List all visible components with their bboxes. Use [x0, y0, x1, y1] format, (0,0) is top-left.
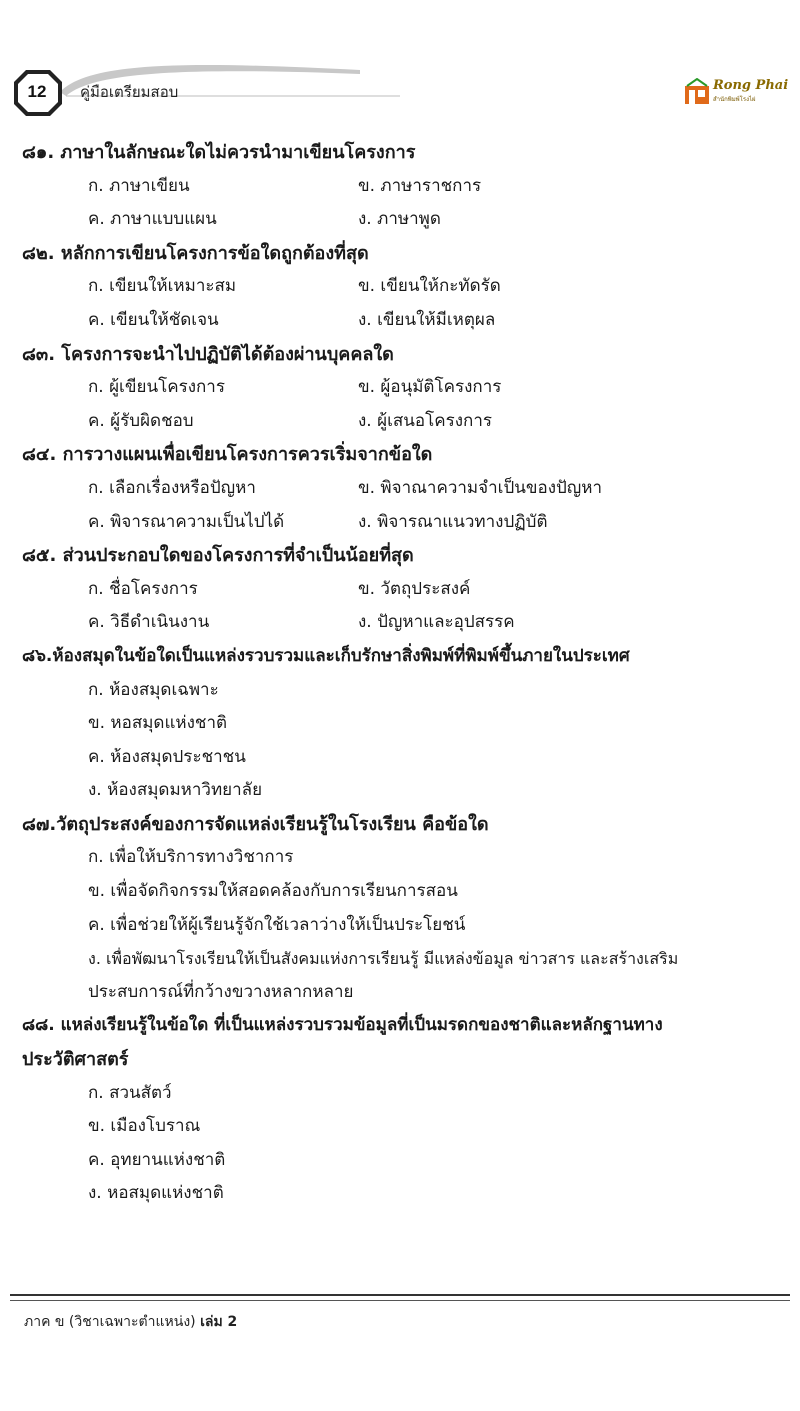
option: ก. ภาษาเขียน — [88, 175, 190, 196]
footer-text: ภาค ข (วิชาเฉพาะตำแหน่ง) — [24, 1314, 196, 1330]
footer-divider — [10, 1294, 790, 1301]
question-title: ๘๕. ส่วนประกอบใดของโครงการที่จำเป็นน้อยที่สุด — [22, 545, 414, 567]
option: ก. ชื่อโครงการ — [88, 578, 198, 599]
option: ง. ภาษาพูด — [358, 209, 441, 230]
option-row — [22, 270, 792, 304]
option-row — [22, 170, 792, 204]
option: ค. ห้องสมุดประชาชน — [88, 746, 246, 767]
option: ก. เขียนให้เหมาะสม — [88, 276, 237, 297]
option: ข. วัตถุประสงค์ — [358, 578, 471, 599]
option: ข. พิจาณาความจำเป็นของปัญหา — [358, 477, 603, 498]
question-title: ๘๖.ห้องสมุดในข้อใดเป็นแหล่งรวบรวมและเก็บรักษาสิ่งพิมพ์ที่พิมพ์ขึ้นภายในประเทศ — [22, 645, 630, 666]
option: ข. เขียนให้กะทัดรัด — [358, 276, 501, 297]
option: ข. เมืองโบราณ — [88, 1116, 201, 1137]
option: ง. ห้องสมุดมหาวิทยาลัย — [88, 780, 263, 801]
logo-subtext: สำนักพิมพ์โรงไผ่ — [713, 96, 756, 103]
option: ค. ผู้รับผิดชอบ — [88, 410, 194, 431]
page-header — [0, 0, 800, 120]
option: ง. ผู้เสนอโครงการ — [358, 410, 492, 431]
option: ค. เขียนให้ชัดเจน — [88, 309, 219, 330]
option-row — [22, 573, 792, 607]
option: ง. เพื่อพัฒนาโรงเรียนให้เป็นสังคมแห่งการเรียนรู้ มีแหล่งข้อมูล ข่าวสาร และสร้างเสริม — [88, 949, 679, 969]
option: ข. ผู้อนุมัติโครงการ — [358, 377, 502, 398]
option: ค. อุทยานแห่งชาติ — [88, 1149, 226, 1170]
option: ก. เลือกเรื่องหรือปัญหา — [88, 477, 256, 498]
page-footer — [24, 1311, 237, 1333]
question-title: ๘๔. การวางแผนเพื่อเขียนโครงการควรเริ่มจากข้อใด — [22, 444, 433, 466]
question-title-continuation: ประวัติศาสตร์ — [22, 1049, 129, 1071]
option: ค. เพื่อช่วยให้ผู้เรียนรู้จักใช้เวลาว่างให้เป็นประโยชน์ — [88, 914, 466, 935]
option: ง. เขียนให้มีเหตุผล — [358, 309, 496, 330]
option: ก. สวนสัตว์ — [88, 1082, 172, 1103]
option-continuation: ประสบการณ์ที่กว้างขวางหลากหลาย — [88, 981, 354, 1002]
option-row — [22, 506, 792, 540]
question-title: ๘๑. ภาษาในลักษณะใดไม่ควรนำมาเขียนโครงการ — [22, 142, 416, 163]
option: ค. วิธีดำเนินงาน — [88, 612, 210, 633]
page-number: 12 — [27, 82, 47, 101]
option: ข. เพื่อจัดกิจกรรมให้สอดคล้องกับการเรียนการสอน — [88, 881, 458, 902]
question-title: ๘๘. แหล่งเรียนรู้ในข้อใด ที่เป็นแหล่งรวบรวมข้อมูลที่เป็นมรดกของชาติและหลักฐานทาง — [22, 1015, 663, 1036]
header-title: คู่มือเตรียมสอบ — [80, 83, 179, 101]
option: ก. ผู้เขียนโครงการ — [88, 377, 225, 398]
option: ง. ปัญหาและอุปสรรค — [358, 612, 515, 633]
question-title: ๘๓. โครงการจะนำไปปฏิบัติได้ต้องผ่านบุคคลใด — [22, 343, 394, 365]
logo-icon — [683, 78, 711, 106]
option: ค. ภาษาแบบแผน — [88, 209, 217, 230]
option: ค. พิจารณาความเป็นไปได้ — [88, 511, 285, 532]
option-row — [22, 405, 792, 439]
option-row — [22, 304, 792, 338]
option-row — [22, 371, 792, 405]
question-title: ๘๗.วัตถุประสงค์ของการจัดแหล่งเรียนรู้ในโรงเรียน คือข้อใด — [22, 813, 489, 835]
option: ง. พิจารณาแนวทางปฏิบัติ — [358, 511, 548, 532]
publisher-logo — [683, 78, 793, 108]
option-row — [22, 472, 792, 506]
option: ง. หอสมุดแห่งชาติ — [88, 1183, 224, 1204]
option: ก. เพื่อให้บริการทางวิชาการ — [88, 847, 294, 868]
option-row — [22, 606, 792, 640]
logo-text: Rong Phai — [713, 78, 789, 93]
question-list — [22, 136, 792, 1211]
question-title: ๘๒. หลักการเขียนโครงการข้อใดถูกต้องที่สุด — [22, 242, 369, 264]
option: ข. หอสมุดแห่งชาติ — [88, 713, 228, 734]
option-row — [22, 203, 792, 237]
footer-volume: เล่ม 2 — [200, 1314, 238, 1330]
option: ข. ภาษาราชการ — [358, 175, 482, 196]
option: ก. ห้องสมุดเฉพาะ — [88, 679, 219, 700]
